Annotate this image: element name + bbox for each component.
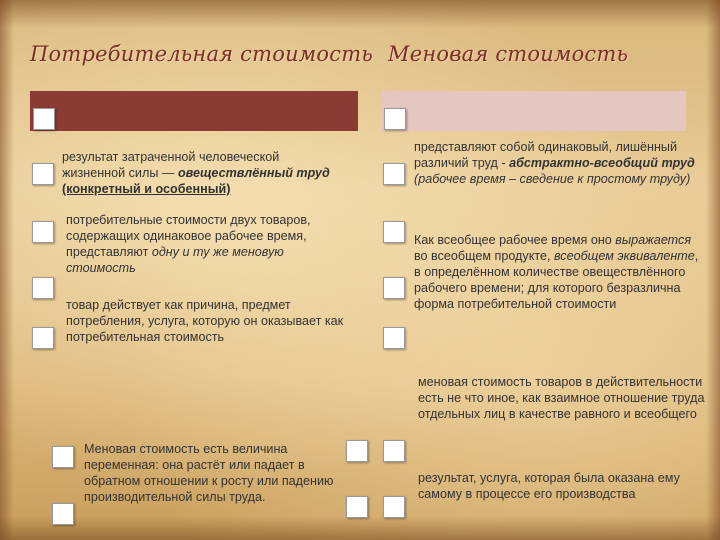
text-fragment: результат затраченной человеческой жизненной силы —	[62, 150, 280, 180]
text-fragment: во всеобщем продукте,	[414, 249, 554, 263]
right-square-5[interactable]	[383, 327, 405, 349]
right-column-title: Меновая стоимость	[388, 42, 629, 66]
left-square-3[interactable]	[32, 221, 54, 243]
text-fragment: меновая стоимость товаров в действительности есть не что иное, как взаимное отношение труда отдельных лиц в качестве равного и всеобщего	[418, 375, 705, 421]
right-square-3[interactable]	[383, 221, 405, 243]
parchment-top-edge	[0, 0, 720, 28]
parchment-right-edge	[706, 0, 720, 540]
right-header-bar	[382, 91, 686, 131]
right-text-2	[414, 232, 704, 312]
left-square-6[interactable]	[52, 446, 74, 468]
middle-square-1[interactable]	[346, 440, 368, 462]
right-text-1	[414, 139, 704, 187]
text-fragment: (конкретный и особенный)	[62, 182, 231, 196]
text-fragment: представляют собой одинаковый, лишённый различий труд -	[414, 140, 678, 170]
left-square-7[interactable]	[52, 503, 74, 525]
right-square-1[interactable]	[384, 108, 406, 130]
middle-square-2[interactable]	[346, 496, 368, 518]
left-text-3	[66, 297, 356, 345]
text-fragment: Меновая стоимость есть величина переменная: она растёт или падает в обратном отношении к росту или падению производительной силы труда.	[84, 442, 334, 504]
parchment-bottom-edge	[0, 516, 720, 540]
text-fragment: результат, услуга, которая была оказана ему самому в процессе его производства	[418, 471, 680, 501]
right-square-2[interactable]	[383, 163, 405, 185]
text-fragment: , в определённом количестве овеществлённого рабочего времени; для которого безразлична форма потребительной стоимости	[414, 249, 699, 311]
right-text-4	[418, 470, 688, 502]
right-text-3	[418, 374, 708, 422]
text-fragment: товар действует как причина, предмет потребления, услуга, которую он оказывает как потребительная стоимость	[66, 298, 344, 344]
parchment-left-edge	[0, 0, 14, 540]
right-square-7[interactable]	[383, 496, 405, 518]
text-fragment: абстрактно-всеобщий труд	[509, 156, 695, 170]
left-header-bar	[30, 91, 358, 131]
text-fragment: потребительные стоимости двух товаров, содержащих одинаковое рабочее время, представляют	[66, 213, 311, 259]
left-square-5[interactable]	[32, 327, 54, 349]
text-fragment: (рабочее время – сведение к простому труду)	[414, 172, 691, 186]
left-column-title: Потребительная стоимость	[30, 42, 373, 66]
left-square-4[interactable]	[32, 277, 54, 299]
left-text-2	[66, 212, 356, 276]
left-square-2[interactable]	[32, 163, 54, 185]
left-square-1[interactable]	[33, 108, 55, 130]
text-fragment: Как всеобщее рабочее время оно	[414, 233, 616, 247]
text-fragment: овеществлённый труд	[177, 166, 330, 180]
text-fragment: выражается	[615, 233, 692, 247]
left-text-4	[84, 441, 346, 505]
text-fragment: одну и ту же меновую стоимость	[66, 245, 284, 275]
left-text-1	[62, 149, 332, 197]
right-square-4[interactable]	[383, 277, 405, 299]
text-fragment: всеобщем эквиваленте	[553, 249, 695, 263]
right-square-6[interactable]	[383, 440, 405, 462]
